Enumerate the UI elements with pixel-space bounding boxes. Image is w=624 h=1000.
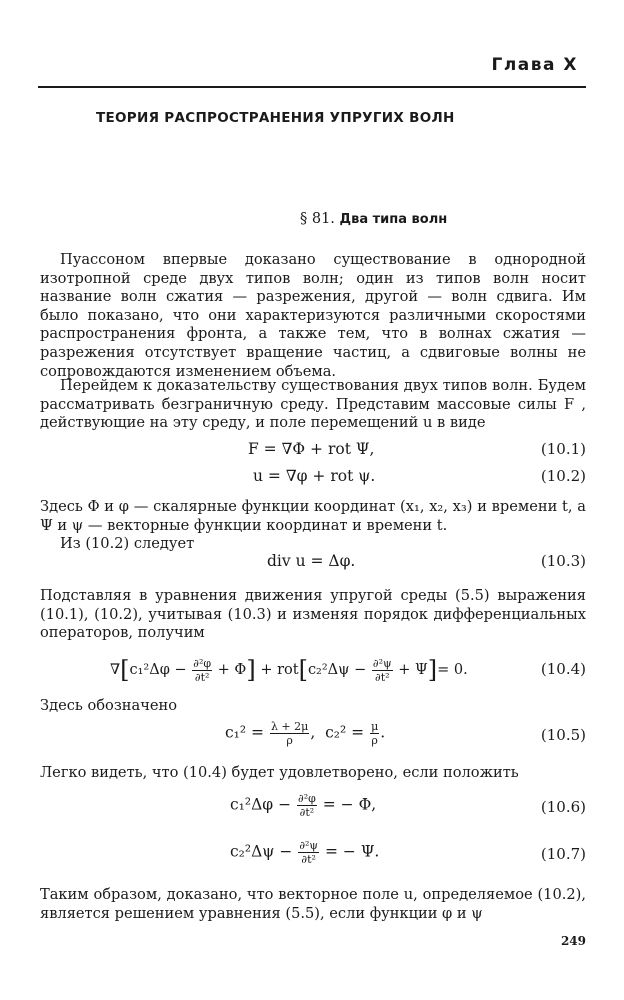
paragraph-text: Из (10.2) следует [60,535,195,552]
paragraph-1 [40,251,586,381]
equation-expression: u = ∇φ + rot ψ. [253,467,376,485]
equation-10-5 [40,720,586,750]
equation-number: (10.6) [540,798,586,816]
paragraph-text: Легко видеть, что (10.4) будет удовлетворено, если положить [40,764,519,781]
equation-10-2 [40,467,586,489]
equation-number: (10.2) [540,467,586,485]
equation-number: (10.3) [540,552,586,570]
equation-number: (10.5) [540,726,586,744]
section-heading [300,211,447,227]
equation-expression: ∇[c₁²Δφ − $\frac{\text{∂²φ}}{\text{∂t²}}$ + Φ] + rot[c₂²Δψ − $\frac{\text{∂²ψ}}{\text{∂t²}}$ + Ψ]= 0. [110,656,468,684]
header-rule [38,86,586,88]
paragraph-7 [40,764,586,783]
paragraph-text: Подставляя в уравнения движения упругой среды (5.5) выражения (10.1), (10.2), учитывая (10.3) и изменяя порядок дифференциальных операторов, получим [40,587,586,642]
equation-10-6 [40,790,586,824]
chapter-heading: Глава X [491,55,578,75]
chapter-title: ТЕОРИЯ РАСПРОСТРАНЕНИЯ УПРУГИХ ВОЛН [96,110,455,126]
equation-number: (10.1) [540,440,586,458]
equation-10-4 [40,654,586,684]
paragraph-6 [40,697,586,716]
equation-10-3 [40,552,586,574]
equation-expression: c₂²Δψ − $\frac{\text{∂²ψ}}{\text{∂t²}}$ = − Ψ. [230,839,380,866]
page-number: 249 [560,934,586,948]
paragraph-8 [40,886,586,923]
paragraph-5 [40,587,586,643]
equation-expression: div u = Δφ. [267,552,356,570]
equation-10-1 [40,440,586,462]
equation-expression: F = ∇Φ + rot Ψ, [248,440,375,458]
paragraph-text: Здесь обозначено [40,697,178,714]
section-name: Два типа волн [339,212,448,227]
paragraph-text: Перейдем к доказательству существования двух типов волн. Будем рассматривать безграничную среду. Представим массовые силы F , действующие на эту среду, и поле перемещений u в виде [40,377,586,432]
equation-expression: c₁² = $\frac{\lambda + 2\mu}{\rho}$ , c₂² = $\frac{\mu}{\rho}$ . [225,720,386,747]
equation-number: (10.4) [540,660,586,678]
paragraph-4 [40,535,586,554]
paragraph-text: Здесь Φ и φ — скалярные функции координат (x₁, x₂, x₃) и времени t, а Ψ и ψ — векторные функции координат и времени t. [40,498,586,534]
paragraph-2 [40,377,586,433]
section-number: § 81. [300,211,335,227]
equation-10-7 [40,837,586,871]
equation-number: (10.7) [540,845,586,863]
paragraph-3 [40,498,586,535]
equation-expression: c₁²Δφ − $\frac{\text{∂²φ}}{\text{∂t²}}$ = − Φ, [230,792,377,819]
paragraph-text: Пуассоном впервые доказано существование в однородной изотропной среде двух типов волн; один из типов волн носит название волн сжатия — разрежения, другой — волн сдвига. Им было показано, что они характеризуются различными скоростями распространения фронта, а также тем, что в волнах сжатия — разрежения отсутствует вращение частиц, а сдвиговые волны не сопровождаются изменением объема. [40,251,586,380]
paragraph-text: Таким образом, доказано, что векторное поле u, определяемое (10.2), является решением уравнения (5.5), если функции φ и ψ [40,886,586,922]
